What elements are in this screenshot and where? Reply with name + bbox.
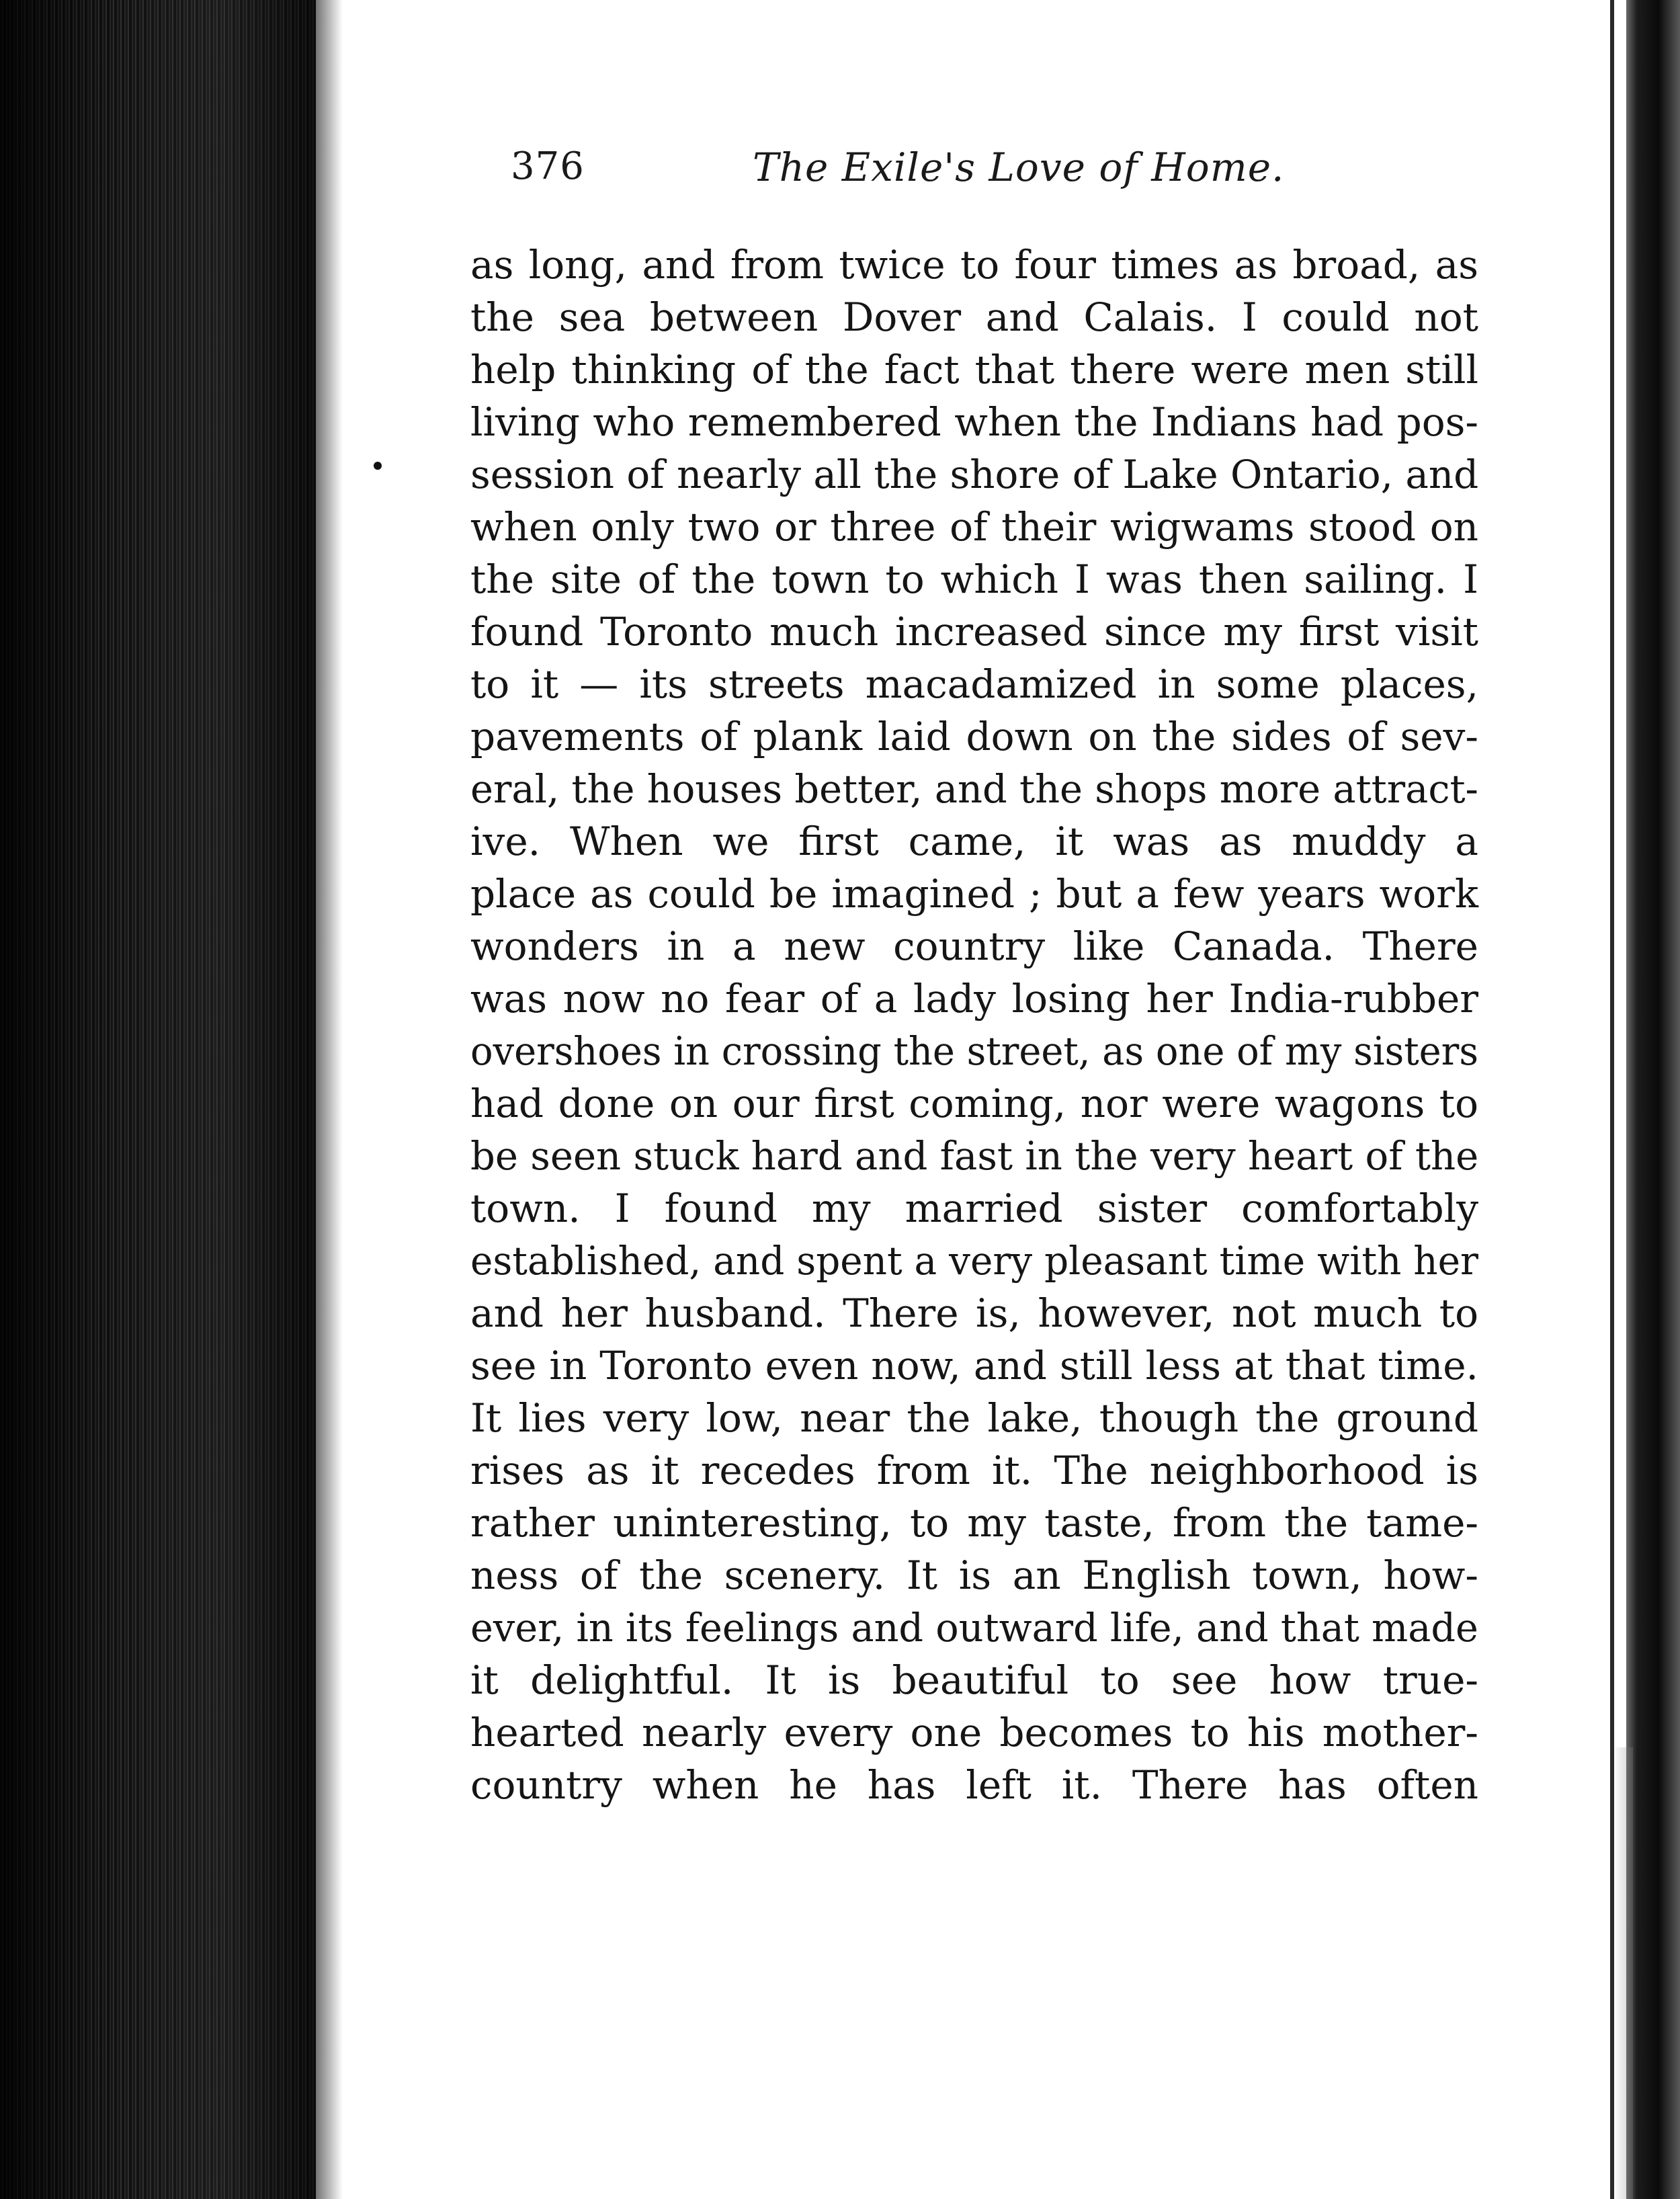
text-line: place as could be imagined ; but a few years work xyxy=(470,871,1478,917)
text-line: when only two or three of their wigwams stood on xyxy=(470,504,1478,550)
text-line: as long, and from twice to four times as broad, as xyxy=(470,242,1478,288)
text-line: session of nearly all the shore of Lake Ontario, and xyxy=(470,452,1479,497)
body-text xyxy=(470,239,1478,1811)
edge-shading xyxy=(1613,1747,1633,2199)
text-line: the site of the town to which I was then sailing. I xyxy=(470,556,1478,602)
text-line: help thinking of the fact that there were men still xyxy=(470,347,1478,392)
running-title: The Exile's Love of Home. xyxy=(753,144,1285,190)
running-head xyxy=(470,134,1478,208)
text-line: established, and spent a very pleasant time with her xyxy=(470,1238,1478,1284)
text-line: eral, the houses better, and the shops more attract- xyxy=(470,766,1478,812)
text-line: ever, in its feelings and outward life, and that made xyxy=(470,1605,1478,1651)
text-line: it delightful. It is beautiful to see how true- xyxy=(470,1657,1478,1703)
text-line: It lies very low, near the lake, though the ground xyxy=(470,1395,1478,1441)
text-line: country when he has left it. There has often xyxy=(470,1762,1478,1808)
text-line: the sea between Dover and Calais. I could not xyxy=(470,294,1478,340)
text-line: rather uninteresting, to my taste, from the tame- xyxy=(470,1500,1478,1546)
text-line: be seen stuck hard and fast in the very heart of the xyxy=(470,1133,1479,1179)
text-line: rises as it recedes from it. The neighborhood is xyxy=(470,1448,1478,1493)
book-spine-edge xyxy=(0,0,316,2199)
text-line: town. I found my married sister comfortably xyxy=(470,1186,1478,1231)
text-line: had done on our first coming, nor were wagons to xyxy=(470,1081,1478,1126)
page-content xyxy=(470,134,1478,2083)
text-line: pavements of plank laid down on the sides of sev- xyxy=(470,714,1478,759)
gutter-shadow xyxy=(316,0,343,2199)
text-line: ness of the scenery. It is an English town, how- xyxy=(470,1552,1478,1598)
text-line: to it — its streets macadamized in some places, xyxy=(470,661,1478,707)
text-line: living who remembered when the Indians had pos- xyxy=(470,399,1478,445)
right-page-edge xyxy=(1626,0,1680,2199)
text-line: ive. When we first came, it was as muddy a xyxy=(470,819,1478,864)
text-line: found Toronto much increased since my first visit xyxy=(470,609,1478,655)
ink-speck xyxy=(374,462,382,470)
text-line: hearted nearly every one becomes to his mother- xyxy=(470,1710,1478,1755)
page-number: 376 xyxy=(511,144,585,188)
text-line: wonders in a new country like Canada. There xyxy=(470,923,1478,969)
text-line: overshoes in crossing the street, as one of my sisters xyxy=(470,1028,1478,1074)
text-line: see in Toronto even now, and still less at that time. xyxy=(470,1343,1478,1388)
text-line: and her husband. There is, however, not much to xyxy=(470,1290,1478,1336)
text-line: was now no fear of a lady losing her India-rubber xyxy=(470,976,1478,1022)
